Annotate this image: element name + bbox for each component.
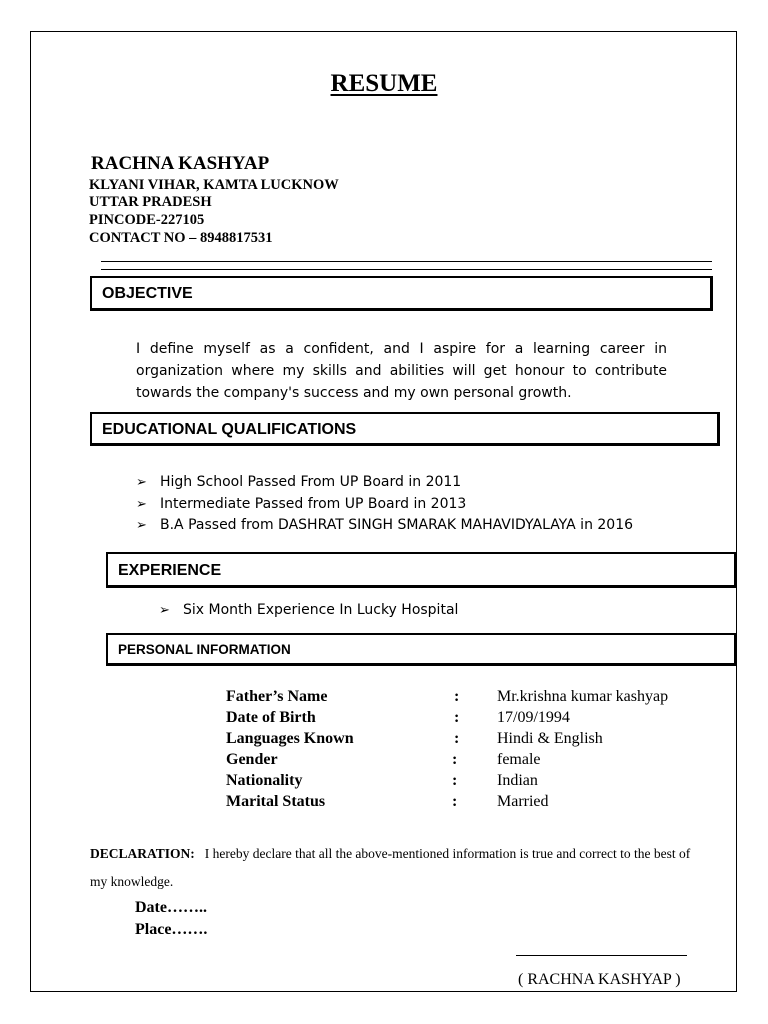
- arrowhead-bullet-icon: ➢: [136, 475, 147, 490]
- info-label: Languages Known: [226, 730, 354, 747]
- education-list: [136, 472, 633, 537]
- list-item: ➢ Six Month Experience In Lucky Hospital: [159, 600, 458, 622]
- objective-text: I define myself as a confident, and I aspire for a learning career in organization where my skills and abilities will get honour to contribute towards the company's success and my own personal growth.: [136, 341, 667, 401]
- objective-heading-box: [90, 276, 713, 311]
- education-heading-box: [90, 412, 720, 446]
- info-label: Date of Birth: [226, 709, 316, 726]
- objective-heading: OBJECTIVE: [102, 285, 193, 302]
- signature-name: ( RACHNA KASHYAP ): [518, 971, 681, 988]
- place-label: Place…….: [135, 921, 208, 938]
- declaration: [90, 840, 710, 896]
- divider-line: [101, 269, 712, 270]
- info-label: Marital Status: [226, 793, 326, 810]
- info-value: Married: [497, 793, 549, 810]
- info-separator: :: [452, 793, 458, 810]
- info-separator: :: [454, 688, 460, 705]
- address-line-1: KLYANI VIHAR, KAMTA LUCKNOW: [89, 177, 339, 193]
- divider-line: [101, 261, 712, 262]
- info-separator: :: [454, 730, 460, 747]
- candidate-name: RACHNA KASHYAP: [91, 153, 270, 174]
- info-label: Gender: [226, 751, 278, 768]
- info-value: female: [497, 751, 541, 768]
- info-value: Hindi & English: [497, 730, 603, 747]
- date-label: Date……..: [135, 899, 207, 916]
- personal-heading-box: [106, 633, 737, 666]
- signature-line: [516, 955, 687, 956]
- experience-list: [159, 600, 458, 622]
- info-value: Mr.krishna kumar kashyap: [497, 688, 669, 705]
- education-heading: EDUCATIONAL QUALIFICATIONS: [102, 421, 357, 438]
- info-value: Indian: [497, 772, 538, 789]
- info-label: Nationality: [226, 772, 303, 789]
- pincode: PINCODE-227105: [89, 212, 205, 228]
- list-item: ➢ Intermediate Passed from UP Board in 2013: [136, 494, 633, 516]
- list-item: ➢ B.A Passed from DASHRAT SINGH SMARAK MAHAVIDYALAYA in 2016: [136, 515, 633, 537]
- contact-number: CONTACT NO – 8948817531: [89, 230, 273, 246]
- address-line-2: UTTAR PRADESH: [89, 194, 212, 210]
- list-item: ➢ High School Passed From UP Board in 2011: [136, 472, 633, 494]
- arrowhead-bullet-icon: ➢: [159, 603, 170, 618]
- arrowhead-bullet-icon: ➢: [136, 518, 147, 533]
- experience-heading: EXPERIENCE: [118, 562, 222, 579]
- declaration-text: I hereby declare that all the above-mentioned information is true and correct to the best of my knowledge.: [90, 846, 691, 889]
- info-separator: :: [452, 751, 458, 768]
- arrowhead-bullet-icon: ➢: [136, 496, 147, 512]
- declaration-label: DECLARATION:: [90, 846, 195, 861]
- info-label: Father’s Name: [226, 688, 328, 705]
- info-separator: :: [454, 709, 460, 726]
- personal-heading: PERSONAL INFORMATION: [118, 642, 291, 657]
- experience-heading-box: [106, 552, 737, 588]
- info-value: 17/09/1994: [497, 709, 570, 726]
- info-separator: :: [452, 772, 458, 789]
- page-title: RESUME: [330, 70, 438, 97]
